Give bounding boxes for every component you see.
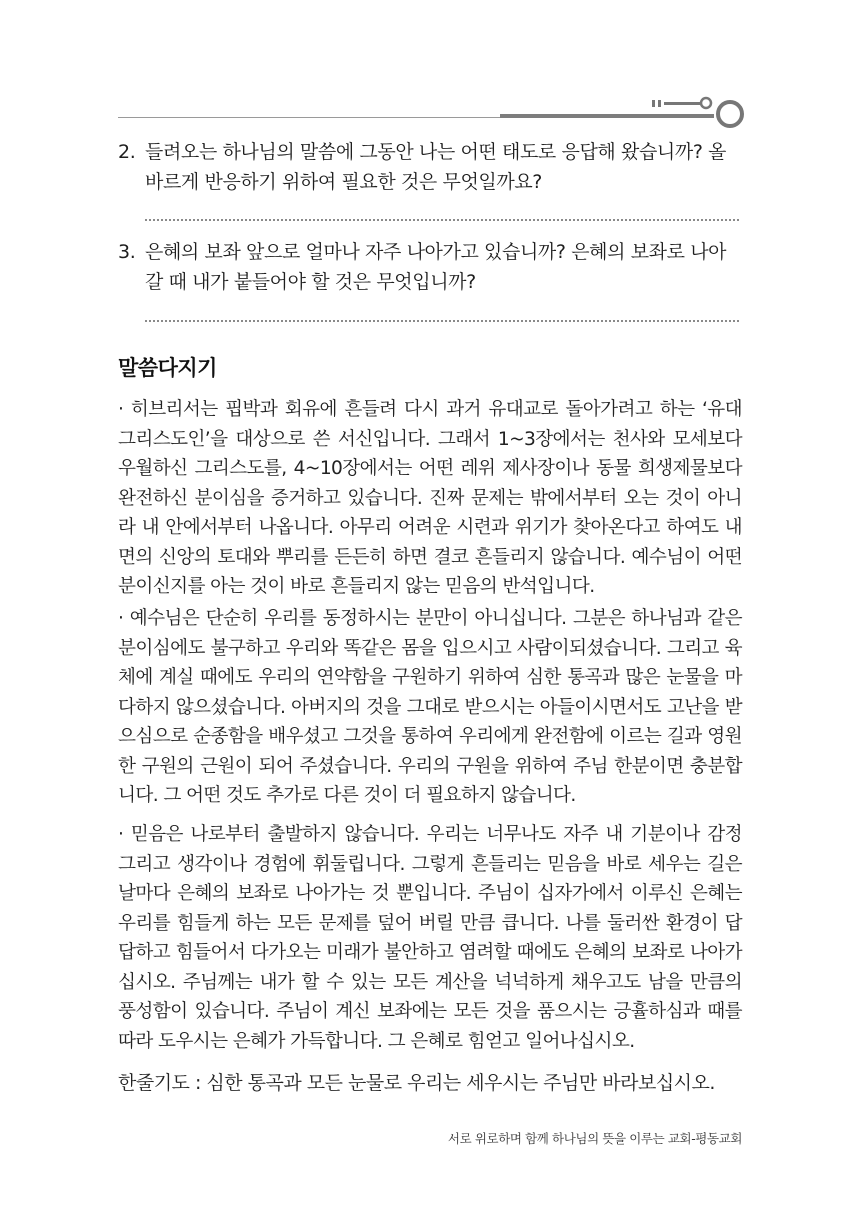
paragraph-2: · 예수님은 단순히 우리를 동정하시는 분만이 아니십니다. 그분은 하나님과 같은 분이심에도 불구하고 우리와 똑같은 몸을 입으시고 사람이되셨습니다. 그리고 육체에 계실 때에도 우리의 연약함을 구원하기 위하여 심한 통곡과 많은 눈물을 마다하지 않으셨습니다. 아버지의 것을 그대로 받으시는 아들이시면서도 고난을 받으심으로 순종함을 배우셨고 그것을 통하여 우리에게 완전함에 이르는 길과 영원한 구원의 근원이 되어 주셨습니다. 우리의 구원을 위하여 주님 한분이면 충분합니다. 그 어떤 것도 추가로 다른 것이 더 필요하지 않습니다.: [118, 608, 742, 806]
question-3: [118, 237, 740, 297]
answer-line: [145, 320, 739, 322]
question-number: 2.: [118, 141, 136, 163]
prayer-line: 한줄기도 : 심한 통곡과 모든 눈물로 우리는 세우시는 주님만 바라보십시오.: [118, 1072, 715, 1094]
answer-line: [145, 219, 739, 221]
question-text: 들려오는 하나님의 말씀에 그동안 나는 어떤 태도로 응답해 왔습니까? 올바르게 반응하기 위하여 필요한 것은 무엇일까요?: [145, 141, 727, 193]
question-text: 은혜의 보좌 앞으로 얼마나 자주 나아가고 있습니까? 은혜의 보좌로 나아갈 때 내가 붙들어야 할 것은 무엇입니까?: [145, 241, 727, 293]
question-number: 3.: [118, 241, 136, 263]
paragraph-3: · 믿음은 나로부터 출발하지 않습니다. 우리는 너무나도 자주 내 기분이나 감정 그리고 생각이나 경험에 휘둘립니다. 그렇게 흔들리는 믿음을 바로 세우는 길은 날마다 은혜의 보좌로 나아가는 것 뿐입니다. 주님이 십자가에서 이루신 은혜는 우리를 힘들게 하는 모든 문제를 덮어 버릴 만큼 큽니다. 나를 둘러싼 환경이 답답하고 힘들어서 다가오는 미래가 불안하고 염려할 때에도 은혜의 보좌로 나아가십시오. 주님께는 내가 할 수 있는 모든 계산을 넉넉하게 채우고도 남을 만큼의 풍성함이 있습니다. 주님이 계신 보좌에는 모든 것을 품으시는 긍휼하심과 때를 따라 도우시는 은혜가 가득합니다. 그 은혜로 힘얻고 일어나십시오.: [118, 824, 742, 1052]
header-rule: [118, 117, 518, 118]
section-heading: 말씀다지기: [118, 356, 217, 380]
page-footer: 서로 위로하며 함께 하나님의 뜻을 이루는 교회-평동교회: [447, 1131, 742, 1146]
question-2: [118, 137, 740, 197]
paragraph-1: · 히브리서는 핍박과 회유에 흔들려 다시 과거 유대교로 돌아가려고 하는 ‘유대 그리스도인’을 대상으로 쓴 서신입니다. 그래서 1~3장에서는 천사와 모세보다 우월하신 그리스도를, 4~10장에서는 어떤 레위 제사장이나 동물 희생제물보다 완전하신 분이심을 증거하고 있습니다. 진짜 문제는 밖에서부터 오는 것이 아니라 내 안에서부터 나옵니다. 아무리 어려운 시련과 위기가 찾아온다고 하여도 내면의 신앙의 토대와 뿌리를 든든히 하면 결코 흔들리지 않습니다. 예수님이 어떤 분이신지를 아는 것이 바로 흔들리지 않는 믿음의 반석입니다.: [118, 399, 742, 597]
header-ornament-icon: [650, 92, 746, 132]
